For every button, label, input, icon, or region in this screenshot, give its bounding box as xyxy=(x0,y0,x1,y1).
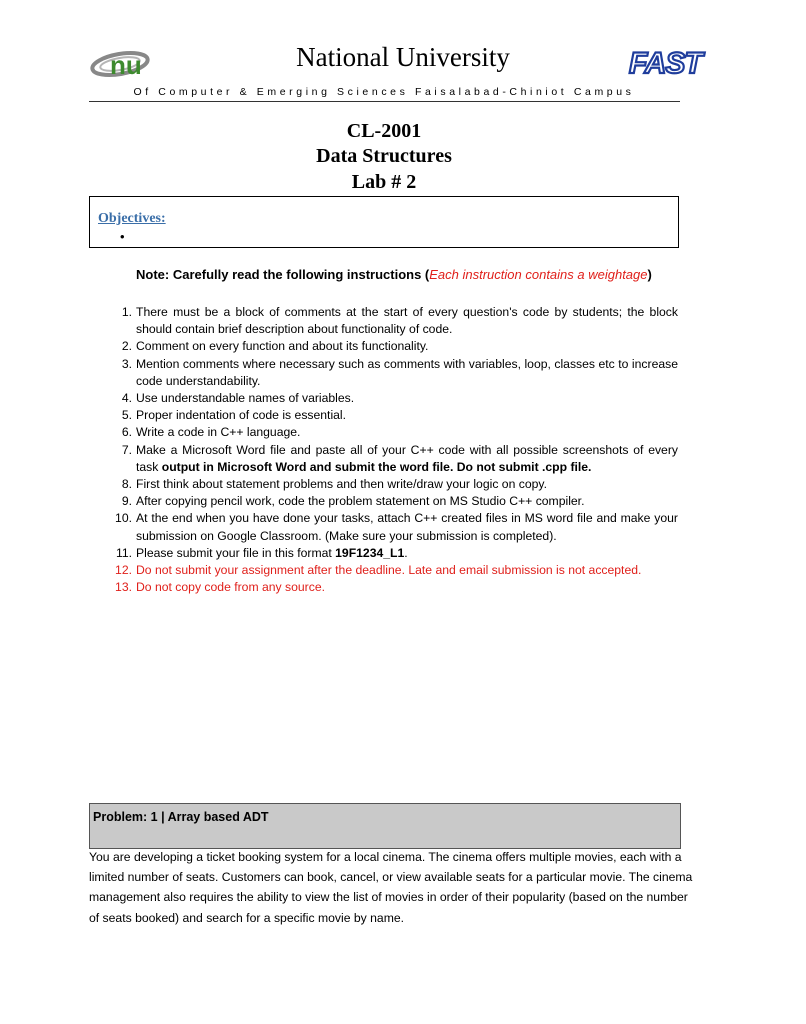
problem-header-bar xyxy=(89,803,681,849)
fast-logo-icon xyxy=(628,44,702,80)
instruction-item: 7. Make a Microsoft Word file and paste all of your C++ code with all possible screenshots of every task output in Microsoft Word and submit the word file. Do not submit .cpp file. xyxy=(121,442,678,474)
instructions-list xyxy=(115,304,678,596)
fast-logo-text: FAST xyxy=(629,47,702,80)
instruction-item: 6. Write a code in C++ language. xyxy=(121,425,301,440)
instruction-item: 5. Proper indentation of code is essential. xyxy=(121,408,347,423)
instruction-item: 10. At the end when you have done your tasks, attach C++ created files in MS word file and make your submission on Google Classroom. (Make sure your submission is completed). xyxy=(115,511,678,543)
instructions-note xyxy=(136,267,652,282)
instruction-item-warning: 13. Do not copy code from any source. xyxy=(115,580,326,595)
course-name: Data Structures xyxy=(316,145,452,167)
lab-number: Lab # 2 xyxy=(351,171,417,193)
instruction-item: 3. Mention comments where necessary such as comments with variables, loop, classes etc to increase code understandability. xyxy=(121,356,678,388)
header-divider xyxy=(89,101,680,102)
course-code: CL-2001 xyxy=(346,120,422,142)
instruction-item: 2. Comment on every function and about its functionality. xyxy=(121,339,429,354)
instruction-item: 8. First think about statement problems and then write/draw your logic on copy. xyxy=(121,477,547,492)
instruction-item: 1. There must be a block of comments at the start of every question's code by students; the block should contain brief description about functionality of code. xyxy=(121,305,678,337)
objectives-box xyxy=(89,196,679,248)
instruction-item: 4. Use understandable names of variables. xyxy=(121,391,355,406)
instruction-item: 11. Please submit your file in this format 19F1234_L1. xyxy=(115,545,408,560)
instruction-item-warning: 12. Do not submit your assignment after the deadline. Late and email submission is not accepted. xyxy=(115,563,642,578)
note-suffix: ) xyxy=(647,267,652,282)
svg-text:nu: nu xyxy=(110,50,142,80)
problem-title: Problem: 1 | Array based ADT xyxy=(93,810,269,824)
note-prefix: Note: Carefully read the following instructions ( xyxy=(136,267,430,282)
objectives-bullet: • xyxy=(120,229,125,244)
problem-description: You are developing a ticket booking system for a local cinema. The cinema offers multiple movies, each with a limited number of seats. Customers can book, cancel, or view available seats for a particular movie. The cinema management also requires the ability to view the list of movies in order of their popularity (based on the number of seats booked) and search for a specific movie by name. xyxy=(89,850,693,925)
university-title: National University xyxy=(296,42,510,72)
note-weightage: Each instruction contains a weightage xyxy=(429,267,648,282)
campus-subtitle: Of Computer & Emerging Sciences Faisalabad-Chiniot Campus xyxy=(133,86,635,98)
instruction-item: 9. After copying pencil work, code the problem statement on MS Studio C++ compiler. xyxy=(121,494,585,509)
objectives-label: Objectives: xyxy=(98,211,166,226)
